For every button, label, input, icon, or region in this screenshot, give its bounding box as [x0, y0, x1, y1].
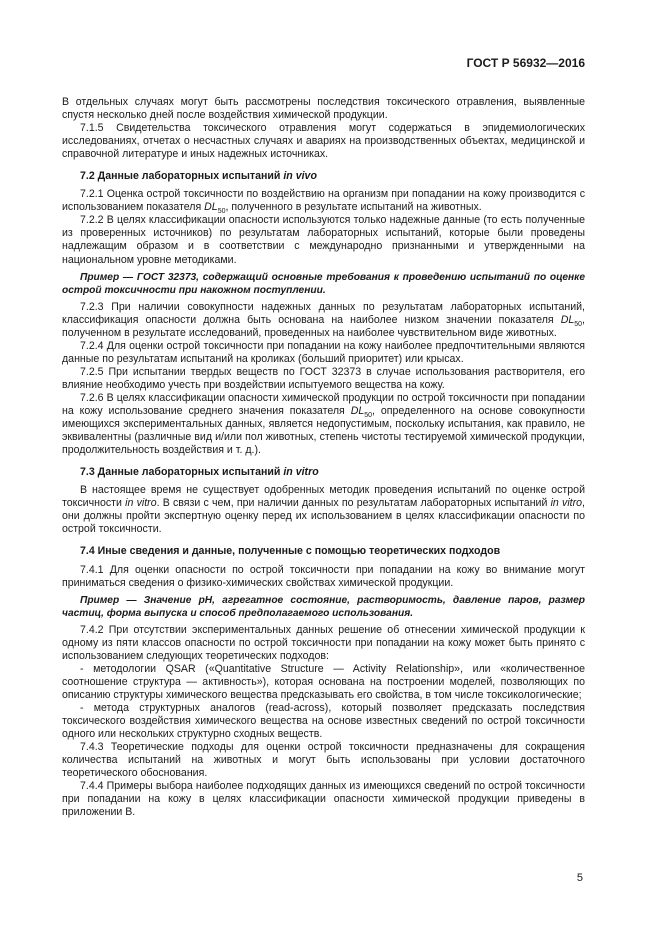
list-item: - методологии QSAR («Quantitative Structure — Activity Relationship», или «количественное соотношение структура — активность»), которая основана на построении моделей, позволяющих по описанию структуры химического вещества предсказывать его свойства, в том числе токсикологические;: [62, 662, 585, 701]
example-note-2: Пример — Значение pH, агрегатное состояние, растворимость, давление паров, размер частиц, форма выпуска и способ предполагаемого использования.: [62, 594, 585, 619]
page-number: 5: [576, 872, 583, 884]
paragraph-7-4-2: 7.4.2 При отсутствии экспериментальных данных решение об отнесении химической продукции к одному из пяти классов опасности по острой токсичности при попадании на кожу может быть принято с использованием следующих теоретических подходов:: [62, 623, 585, 662]
list-item: - метода структурных аналогов (read-across), который позволяет предсказать последствия токсического воздействия химического вещества на основе известных сведений по острой токсичности одного или нескольких структурно сходных веществ.: [62, 701, 585, 741]
paragraph-7-4-4: 7.4.4 Примеры выбора наиболее подходящих данных из имеющихся сведений по острой токсичности при попадании на кожу в целях классификации опасности химической продукции приведены в приложении В.: [62, 780, 585, 819]
document-body: [62, 96, 585, 819]
paragraph-7-3: В настоящее время не существует одобренных методик проведения испытаний по оценке острой токсичности in vitro. В связи с чем, при наличии данных по результатам лабораторных испытаний in vitro, они должны пройти экспертную оценку перед их использованием в целях классификации опасности по острой токсичности.: [62, 484, 585, 536]
paragraph-7-4-1: 7.4.1 Для оценки опасности по острой токсичности при попадании на кожу во внимание могут приниматься сведения о физико-химических свойствах химической продукции.: [62, 563, 585, 589]
paragraph-7-4-3: 7.4.3 Теоретические подходы для оценки острой токсичности предназначены для сокращения количества испытаний на животных и могут быть использованы при условии достаточного теоретического обоснования.: [62, 741, 585, 780]
paragraph-7-2-1: 7.2.1 Оценка острой токсичности по воздействию на организм при попадании на кожу производится с использованием показателя $DL_{50}$, полученного в результате испытаний на животных.: [62, 188, 585, 216]
section-heading-7-2: 7.2 Данные лабораторных испытаний in vivo: [80, 170, 317, 183]
section-heading-7-4: 7.4 Иные сведения и данные, полученные с помощью теоретических подходов: [80, 545, 501, 558]
paragraph-7-2-6: 7.2.6 В целях классификации опасности химической продукции по острой токсичности при попадании на кожу использование среднего значения показателя $DL_{50}$, определенного на основе совокупности имеющихся экспериментальных данных, является недопустимым, поскольку испытания, как правило, не эквивалентны (различные вид и/или пол животных, степень чистоты тестируемой химической продукции, продолжительность воздействия и т. д.).: [62, 391, 586, 457]
paragraph-7-2-5: 7.2.5 При испытании твердых веществ по ГОСТ 32373 в случае использования растворителя, его влияние необходимо учесть при воздействии испытуемого вещества на кожу.: [62, 365, 585, 391]
paragraph-7-1-5: 7.1.5 Свидетельства токсического отравления могут содержаться в эпидемиологических исследованиях, отчетах о несчастных случаях и авариях на производственных объектах, медицинской и справочной литературе и иных надежных источниках.: [62, 122, 585, 161]
section-heading-7-3: 7.3 Данные лабораторных испытаний in vitro: [80, 466, 319, 479]
paragraph-7-2-3: 7.2.3 При наличии совокупности надежных данных по результатам лабораторных испытаний, классификация опасности должна быть основана на наиболее низком значении показателя $DL_{50}$, полученном в результате исследований, проведенных на наиболее чувствительном виде животных.: [62, 300, 585, 339]
document-standard-header: ГОСТ Р 56932—2016: [466, 56, 585, 70]
example-note-1: Пример — ГОСТ 32373, содержащий основные требования к проведению испытаний по оценке острой токсичности при накожном поступлении.: [62, 271, 585, 296]
paragraph: В отдельных случаях могут быть рассмотрены последствия токсического отравления, выявленные спустя несколько дней после воздействия химической продукции.: [62, 96, 585, 122]
paragraph-7-2-4: 7.2.4 Для оценки острой токсичности при попадании на кожу наиболее предпочтительными являются данные по результатам испытаний на кроликах (больший приоритет) или крысах.: [62, 339, 585, 365]
paragraph-7-2-2: 7.2.2 В целях классификации опасности используются только надежные данные (то есть полученные из проверенных источников) по результатам лабораторных испытаний, которые были проведены надлежащим образом и в соответствии с международно признанными и утвержденными на национальном уровне методиками.: [62, 214, 585, 266]
